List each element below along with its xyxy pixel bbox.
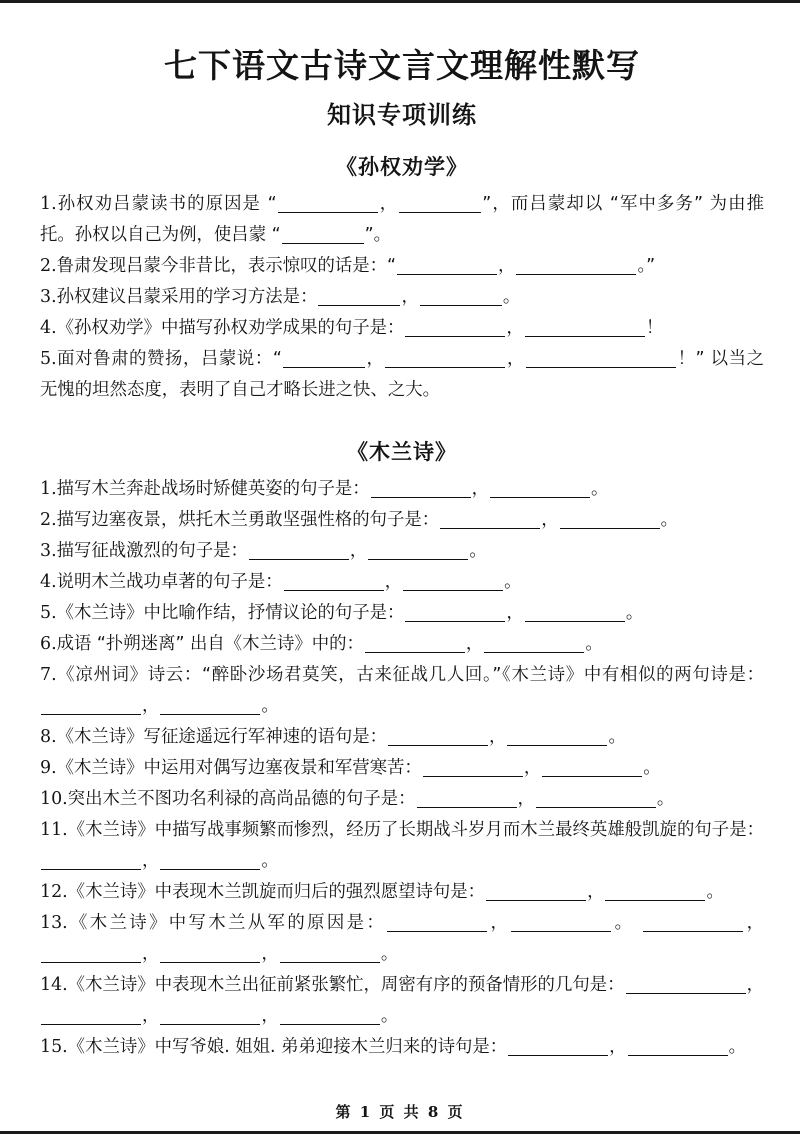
answer-blank[interactable]	[516, 257, 636, 275]
answer-blank[interactable]	[526, 350, 676, 368]
question-text: 《木兰诗》中表现木兰凯旋而归后的强烈愿望诗句是：	[67, 882, 486, 903]
question-number: 9.	[40, 758, 57, 779]
question-text: 。	[380, 944, 399, 965]
question-text: ，	[465, 634, 484, 655]
answer-blank[interactable]	[484, 635, 584, 653]
question-text: 。	[706, 882, 724, 903]
question-text: 。	[261, 696, 279, 717]
question-item	[40, 629, 764, 660]
question-list	[40, 189, 764, 406]
question-text: 。”	[637, 256, 656, 277]
question-number: 3.	[40, 287, 57, 308]
answer-blank[interactable]	[41, 697, 141, 715]
question-text: ！” 以当之无愧的坦然态度，表明了自己才略长进之快、之大。	[40, 349, 764, 401]
question-item	[40, 970, 764, 1032]
question-text: ，	[489, 727, 507, 748]
question-text: 《木兰诗》中写爷娘. 姐姐. 弟弟迎接木兰归来的诗句是：	[67, 1037, 508, 1058]
question-text: 。	[504, 572, 522, 593]
question-item	[40, 753, 764, 784]
answer-blank[interactable]	[525, 319, 645, 337]
answer-blank[interactable]	[399, 195, 481, 213]
answer-blank[interactable]	[41, 945, 141, 963]
question-number: 14.	[40, 975, 68, 996]
answer-blank[interactable]	[368, 542, 468, 560]
answer-blank[interactable]	[388, 728, 488, 746]
question-text: 。	[643, 758, 661, 779]
question-text: ，	[142, 944, 160, 965]
question-item	[40, 660, 764, 722]
question-text: 描写征战激烈的句子是：	[56, 541, 248, 562]
answer-blank[interactable]	[371, 480, 471, 498]
question-text: 。	[612, 913, 643, 934]
question-item	[40, 313, 764, 344]
answer-blank[interactable]	[403, 573, 503, 591]
answer-blank[interactable]	[440, 511, 540, 529]
question-item	[40, 722, 764, 753]
answer-blank[interactable]	[318, 288, 400, 306]
question-text: 《木兰诗》中运用对偶写边塞夜景和军营寒苦：	[56, 758, 422, 779]
question-item	[40, 536, 764, 567]
question-item	[40, 189, 764, 251]
question-text: 《凉州词》诗云：“醉卧沙场君莫笑，古来征战几人回。”《木兰诗》中有相似的两句诗是：	[56, 665, 764, 686]
section-heading: 《孙权劝学》	[336, 155, 468, 180]
question-text: ，	[142, 696, 160, 717]
answer-blank[interactable]	[525, 604, 625, 622]
question-text: ，	[746, 975, 764, 996]
question-text: ，	[142, 1006, 160, 1027]
answer-blank[interactable]	[417, 790, 517, 808]
question-text: ，	[609, 1037, 627, 1058]
question-text: ”。	[364, 225, 392, 246]
question-text: ，	[349, 541, 368, 562]
answer-blank[interactable]	[387, 914, 487, 932]
question-text: ，	[378, 194, 399, 215]
answer-blank[interactable]	[560, 511, 660, 529]
question-text: 《木兰诗》中比喻作结，抒情议论的句子是：	[56, 603, 405, 624]
question-number: 8.	[40, 727, 57, 748]
answer-blank[interactable]	[605, 883, 705, 901]
answer-blank[interactable]	[423, 759, 523, 777]
answer-blank[interactable]	[365, 635, 465, 653]
question-item	[40, 474, 764, 505]
question-text: 面对鲁肃的赞扬，吕蒙说：“	[56, 349, 282, 370]
question-item	[40, 877, 764, 908]
question-text: ，	[498, 256, 516, 277]
question-text: 孙权劝吕蒙读书的原因是 “	[56, 194, 277, 215]
question-number: 4.	[40, 318, 57, 339]
question-item	[40, 1032, 764, 1063]
question-item	[40, 567, 764, 598]
question-text: 鲁肃发现吕蒙今非昔比，表示惊叹的话是：“	[56, 256, 397, 277]
question-number: 10.	[40, 789, 68, 810]
question-number: 5.	[40, 349, 57, 370]
question-number: 15.	[40, 1037, 68, 1058]
question-text: ，	[261, 944, 279, 965]
question-item	[40, 282, 764, 313]
question-text: ，	[587, 882, 605, 903]
question-item	[40, 598, 764, 629]
question-text: 说明木兰战功卓著的句子是：	[56, 572, 283, 593]
question-text: ！	[645, 318, 664, 339]
answer-blank[interactable]	[160, 1007, 260, 1025]
answer-blank[interactable]	[397, 257, 497, 275]
question-text: 。	[608, 727, 626, 748]
page-subtitle: 知识专项训练	[327, 101, 477, 130]
question-number: 3.	[40, 541, 57, 562]
question-text: 《木兰诗》中写木兰从军的原因是：	[67, 913, 387, 934]
question-item	[40, 784, 764, 815]
question-text: 。	[469, 541, 487, 562]
question-text: ，	[744, 913, 764, 934]
question-text: 描写木兰奔赴战场时矫健英姿的句子是：	[56, 479, 370, 500]
answer-blank[interactable]	[160, 945, 260, 963]
question-text: ，	[488, 913, 511, 934]
question-text: 。	[585, 634, 603, 655]
question-text: 《木兰诗》中表现木兰出征前紧张繁忙，周密有序的预备情形的几句是：	[67, 975, 625, 996]
question-number: 2.	[40, 510, 57, 531]
question-text: 《孙权劝学》中描写孙权劝学成果的句子是：	[56, 318, 405, 339]
question-text: 描写边塞夜景，烘托木兰勇敢坚强性格的句子是：	[56, 510, 440, 531]
answer-blank[interactable]	[511, 914, 611, 932]
question-text: ，	[142, 851, 160, 872]
question-text: 《木兰诗》写征途遥远行军神速的语句是：	[56, 727, 388, 748]
question-item	[40, 344, 764, 406]
question-text: 。	[728, 1037, 746, 1058]
question-text: ，	[506, 349, 525, 370]
question-text: ，	[541, 510, 559, 531]
answer-blank[interactable]	[628, 1038, 728, 1056]
question-text: 《木兰诗》中描写战事频繁而惨烈，经历了长期战斗岁月而木兰最终英雄般凯旋的句子是：	[67, 820, 764, 841]
question-number: 4.	[40, 572, 57, 593]
sections-container	[40, 151, 764, 1063]
question-text: ，	[384, 572, 403, 593]
section-heading: 《木兰诗》	[347, 440, 457, 465]
question-text: ，	[401, 287, 419, 308]
answer-blank[interactable]	[508, 1038, 608, 1056]
question-text: 。	[502, 287, 521, 308]
answer-blank[interactable]	[643, 914, 743, 932]
answer-blank[interactable]	[278, 195, 378, 213]
answer-blank[interactable]	[385, 350, 505, 368]
answer-blank[interactable]	[405, 604, 505, 622]
answer-blank[interactable]	[626, 976, 746, 994]
question-item	[40, 908, 764, 970]
question-text: ，	[365, 349, 385, 370]
answer-blank[interactable]	[280, 945, 380, 963]
question-text: ，	[506, 603, 524, 624]
answer-blank[interactable]	[41, 852, 141, 870]
question-number: 1.	[40, 479, 57, 500]
answer-blank[interactable]	[282, 226, 364, 244]
question-number: 12.	[40, 882, 68, 903]
question-text: ，	[517, 789, 535, 810]
question-text: 。	[660, 510, 679, 531]
question-item	[40, 251, 764, 282]
question-item	[40, 815, 764, 877]
question-number: 7.	[40, 665, 57, 686]
answer-blank[interactable]	[507, 728, 607, 746]
question-text: ，	[471, 479, 490, 500]
question-text: ，	[261, 1006, 279, 1027]
question-list	[40, 474, 764, 1063]
answer-blank[interactable]	[284, 573, 384, 591]
question-text: 成语 “扑朔迷离” 出自《木兰诗》中的：	[56, 634, 364, 655]
question-text: 。	[261, 851, 279, 872]
answer-blank[interactable]	[486, 883, 586, 901]
question-text: 。	[625, 603, 644, 624]
question-text: 突出木兰不图功名利禄的高尚品德的句子是：	[67, 789, 416, 810]
question-text: 。	[591, 479, 609, 500]
answer-blank[interactable]	[280, 1007, 380, 1025]
question-number: 2.	[40, 256, 57, 277]
question-number: 5.	[40, 603, 57, 624]
answer-blank[interactable]	[420, 288, 502, 306]
answer-blank[interactable]	[160, 852, 260, 870]
question-text: ”，而吕蒙却以 “军中多务” 为由推托。孙权以自己为例，使吕蒙 “	[40, 194, 764, 246]
question-item	[40, 505, 764, 536]
question-text: 。	[380, 1006, 399, 1027]
question-number: 11.	[40, 820, 68, 841]
answer-blank[interactable]	[41, 1007, 141, 1025]
question-number: 13.	[40, 913, 68, 934]
answer-blank[interactable]	[405, 319, 505, 337]
question-text: 孙权建议吕蒙采用的学习方法是：	[56, 287, 318, 308]
document-body	[0, 3, 800, 1101]
answer-blank[interactable]	[283, 350, 365, 368]
question-text: 。	[656, 789, 675, 810]
page-footer: 第 1 页 共 8 页	[335, 1103, 465, 1121]
answer-blank[interactable]	[490, 480, 590, 498]
answer-blank[interactable]	[249, 542, 349, 560]
answer-blank[interactable]	[160, 697, 260, 715]
answer-blank[interactable]	[536, 790, 656, 808]
answer-blank[interactable]	[542, 759, 642, 777]
question-text: ，	[523, 758, 542, 779]
question-text: ，	[506, 318, 524, 339]
question-number: 1.	[40, 194, 57, 215]
page-title: 七下语文古诗文言文理解性默写	[164, 46, 640, 85]
question-number: 6.	[40, 634, 57, 655]
